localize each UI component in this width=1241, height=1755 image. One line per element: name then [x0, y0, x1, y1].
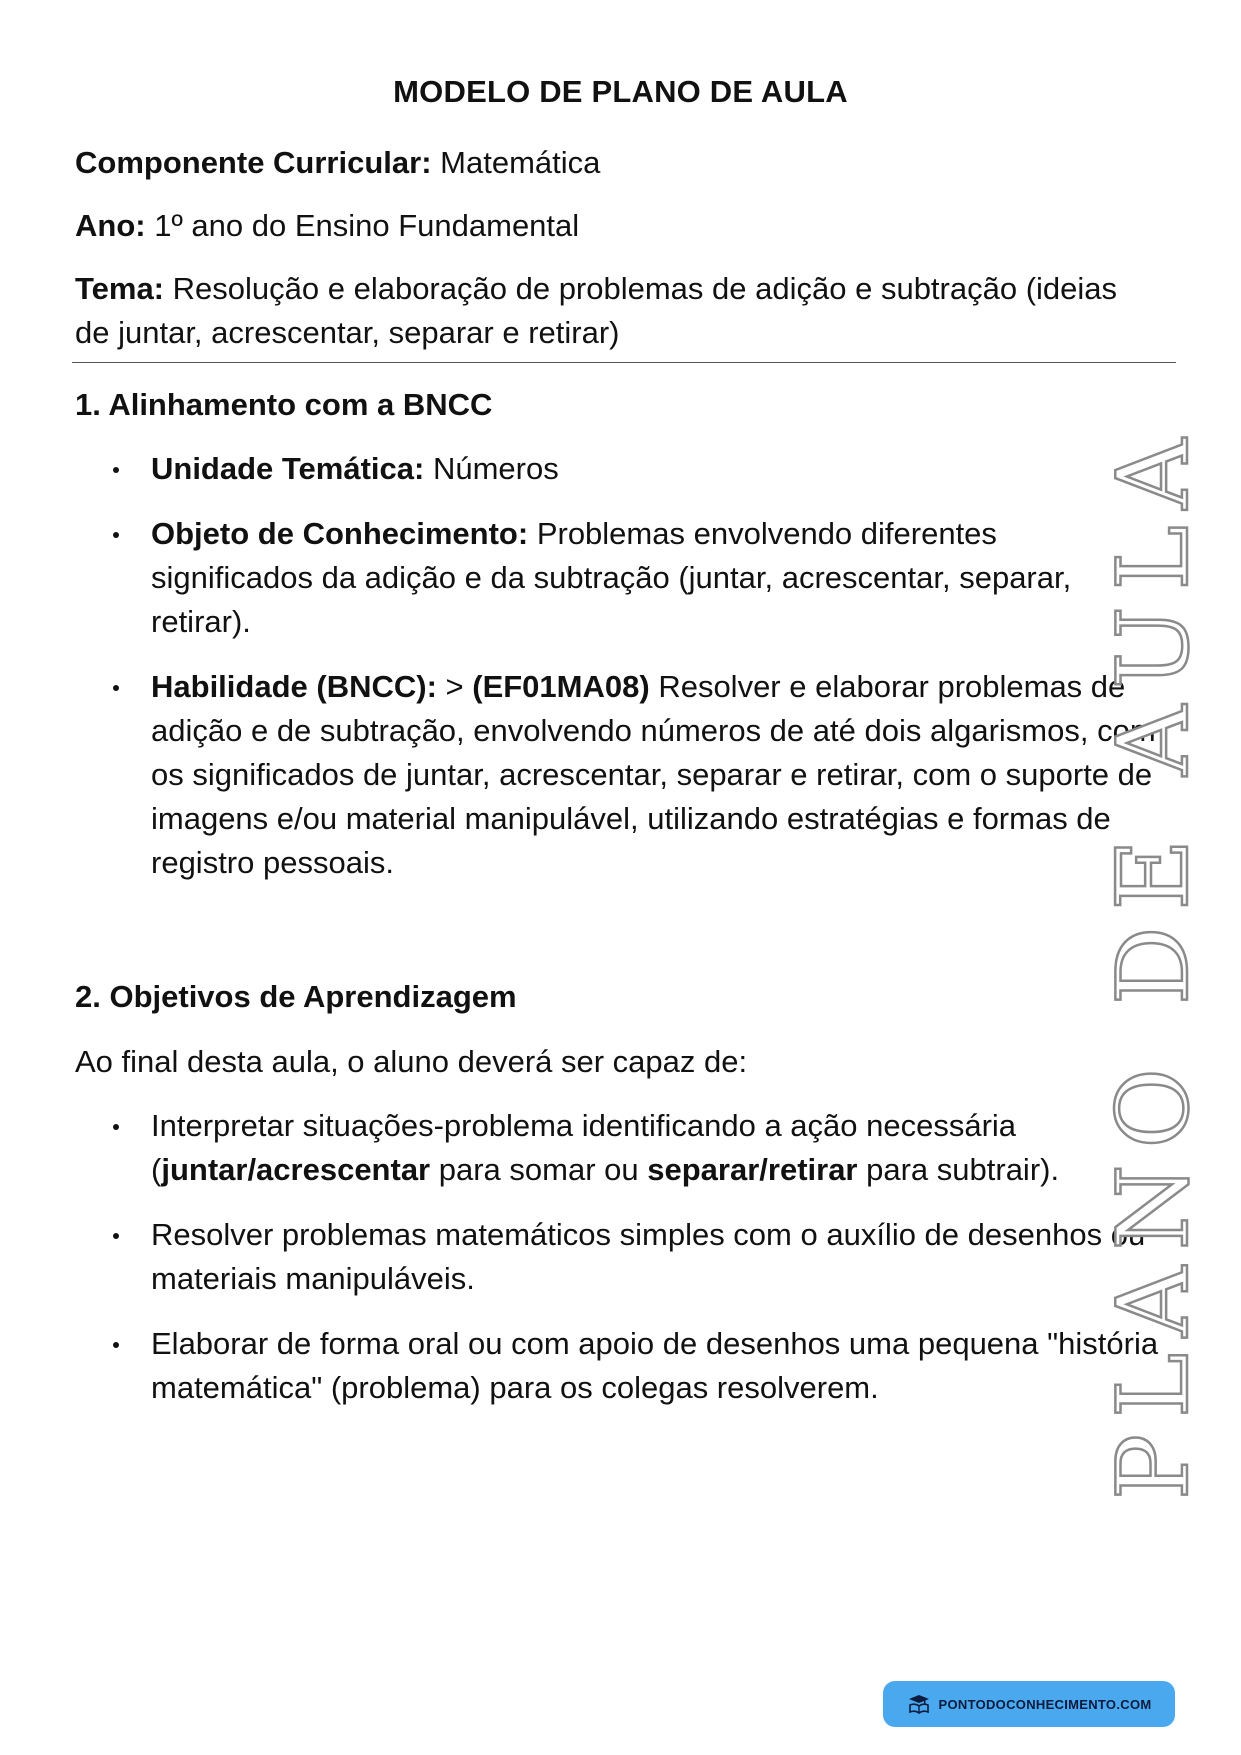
list-item: [75, 1322, 1165, 1410]
item-text: para subtrair).: [857, 1152, 1060, 1187]
objetivos-list: [75, 1104, 1165, 1431]
bullet-icon: [113, 1233, 119, 1239]
item-text: Elaborar de forma oral ou com apoio de desenhos uma pequena "história matemática" (problema) para os colegas resolverem.: [151, 1326, 1159, 1405]
item-text: Resolver problemas matemáticos simples com o auxílio de desenhos ou materiais manipuláveis.: [151, 1217, 1146, 1296]
item-prefix: >: [445, 669, 464, 704]
bullet-icon: [113, 1124, 119, 1130]
field-value: Resolução e elaboração de problemas de adição e subtração (ideias de juntar, acrescentar, separar e retirar): [75, 271, 1118, 350]
item-text: Interpretar situações-problema identificando a ação necessária (: [151, 1108, 1017, 1187]
field-label: Componente Curricular:: [75, 145, 432, 180]
bncc-list: [75, 447, 1165, 906]
item-label: Unidade Temática:: [151, 451, 425, 486]
bullet-icon: [113, 1342, 119, 1348]
field-value: Matemática: [440, 145, 601, 180]
list-item: [75, 1213, 1165, 1301]
item-label: Habilidade (BNCC):: [151, 669, 437, 704]
field-label: Tema:: [75, 271, 165, 306]
bullet-icon: [113, 532, 119, 538]
field-ano: [75, 204, 1125, 248]
section-heading-bncc: 1. Alinhamento com a BNCC: [75, 387, 493, 422]
section-heading-objetivos: 2. Objetivos de Aprendizagem: [75, 979, 517, 1014]
page-title: MODELO DE PLANO DE AULA: [393, 74, 848, 109]
item-text: Resolver e elaborar problemas de adição e de subtração, envolvendo números de até dois algarismos, com os significados de juntar, acrescentar, separar e retirar, com o suporte de imagens e/ou material manipulável, utilizando estratégias e formas de registro pessoais.: [151, 669, 1156, 880]
field-label: Ano:: [75, 208, 146, 243]
list-item: [75, 447, 1165, 491]
item-text: Números: [432, 451, 559, 486]
item-code: (EF01MA08): [472, 669, 650, 704]
intro-paragraph: Ao final desta aula, o aluno deverá ser capaz de:: [75, 1044, 748, 1079]
divider: [72, 362, 1176, 363]
graduation-book-icon: [907, 1694, 931, 1714]
item-bold: juntar/acrescentar: [161, 1152, 431, 1187]
field-tema: [75, 267, 1125, 355]
item-label: Objeto de Conhecimento:: [151, 516, 529, 551]
list-item: [75, 665, 1165, 885]
list-item: [75, 1104, 1165, 1192]
bullet-icon: [113, 467, 119, 473]
field-value: 1º ano do Ensino Fundamental: [154, 208, 580, 243]
watermark-text: PLANO DE AULA: [1097, 422, 1211, 1500]
field-componente-curricular: [75, 141, 1125, 185]
brand-badge[interactable]: [883, 1681, 1175, 1727]
item-text: Problemas envolvendo diferentes significados da adição e da subtração (juntar, acrescentar, separar, retirar).: [151, 516, 1072, 639]
brand-label: PONTODOCONHECIMENTO.COM: [938, 1696, 1152, 1712]
item-text: para somar ou: [430, 1152, 648, 1187]
list-item: [75, 512, 1165, 644]
item-bold: separar/retirar: [647, 1152, 858, 1187]
bullet-icon: [113, 685, 119, 691]
